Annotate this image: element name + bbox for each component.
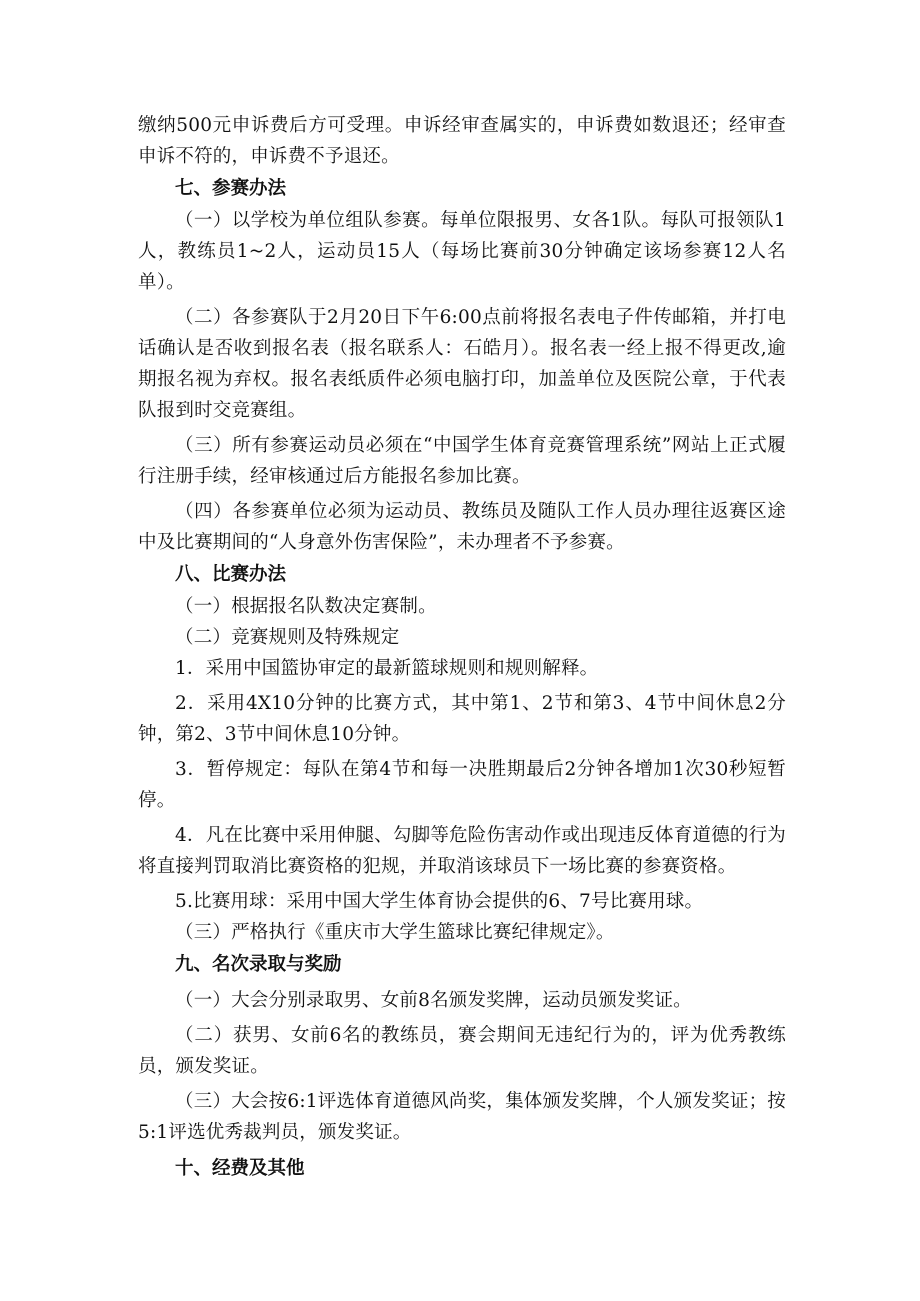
paragraph-9-1: （一）大会分别录取男、女前8名颁发奖牌，运动员颁发奖证。 — [175, 990, 692, 1011]
paragraph-8-2: （二）竞赛规则及特殊规定 — [175, 627, 400, 648]
paragraph-8-8: （三）严格执行《重庆市大学生篮球比赛纪律规定》。 — [175, 922, 615, 943]
document-page — [138, 110, 786, 1185]
paragraph-9-3: （三）大会按6:1评选体育道德风尚奖，集体颁发奖牌，个人颁发奖证；按5:1评选优秀裁判员，颁发奖证。 — [138, 1091, 786, 1143]
section-heading-8: 八、比赛办法 — [175, 564, 287, 585]
paragraph-8-5: 3．暂停规定：每队在第4节和每一决胜期最后2分钟各增加1次30秒短暂停。 — [138, 759, 786, 811]
paragraph-8-4: 2．采用4X10分钟的比赛方式，其中第1、2节和第3、4节中间休息2分钟，第2、3节中间休息10分钟。 — [138, 693, 786, 745]
paragraph-8-3: 1．采用中国篮协审定的最新篮球规则和规则解释。 — [175, 658, 599, 679]
paragraph-8-1: （一）根据报名队数决定赛制。 — [175, 596, 437, 617]
paragraph-8-7: 5.比赛用球：采用中国大学生体育协会提供的6、7号比赛用球。 — [175, 891, 704, 912]
paragraph-7-3: （三）所有参赛运动员必须在“中国学生体育竞赛管理系统”网站上正式履行注册手续，经审核通过后方能报名参加比赛。 — [138, 435, 786, 487]
paragraph-7-1: （一）以学校为单位组队参赛。每单位限报男、女各1队。每队可报领队1人，教练员1~2人，运动员15人（每场比赛前30分钟确定该场参赛12人名单）。 — [138, 210, 786, 293]
section-heading-7: 七、参赛办法 — [175, 178, 287, 199]
paragraph-9-2: （二）获男、女前6名的教练员，赛会期间无违纪行为的，评为优秀教练员，颁发奖证。 — [138, 1025, 786, 1077]
paragraph-appeal-fee: 缴纳500元申诉费后方可受理。申诉经审查属实的，申诉费如数退还；经审查申诉不符的，申诉费不予退还。 — [138, 115, 786, 167]
section-heading-10: 十、经费及其他 — [175, 1158, 305, 1179]
paragraph-7-2: （二）各参赛队于2月20日下午6:00点前将报名表电子件传邮箱，并打电话确认是否收到报名表（报名联系人：石皓月）。报名表一经上报不得更改,逾期报名视为弃权。报名表纸质件必须电脑打印，加盖单位及医院公章，于代表队报到时交竞赛组。 — [138, 307, 786, 421]
paragraph-8-6: 4．凡在比赛中采用伸腿、勾脚等危险伤害动作或出现违反体育道德的行为将直接判罚取消比赛资格的犯规，并取消该球员下一场比赛的参赛资格。 — [138, 825, 786, 877]
section-heading-9: 九、名次录取与奖励 — [175, 954, 342, 975]
paragraph-7-4: （四）各参赛单位必须为运动员、教练员及随队工作人员办理往返赛区途中及比赛期间的“人身意外伤害保险”，未办理者不予参赛。 — [138, 501, 786, 553]
